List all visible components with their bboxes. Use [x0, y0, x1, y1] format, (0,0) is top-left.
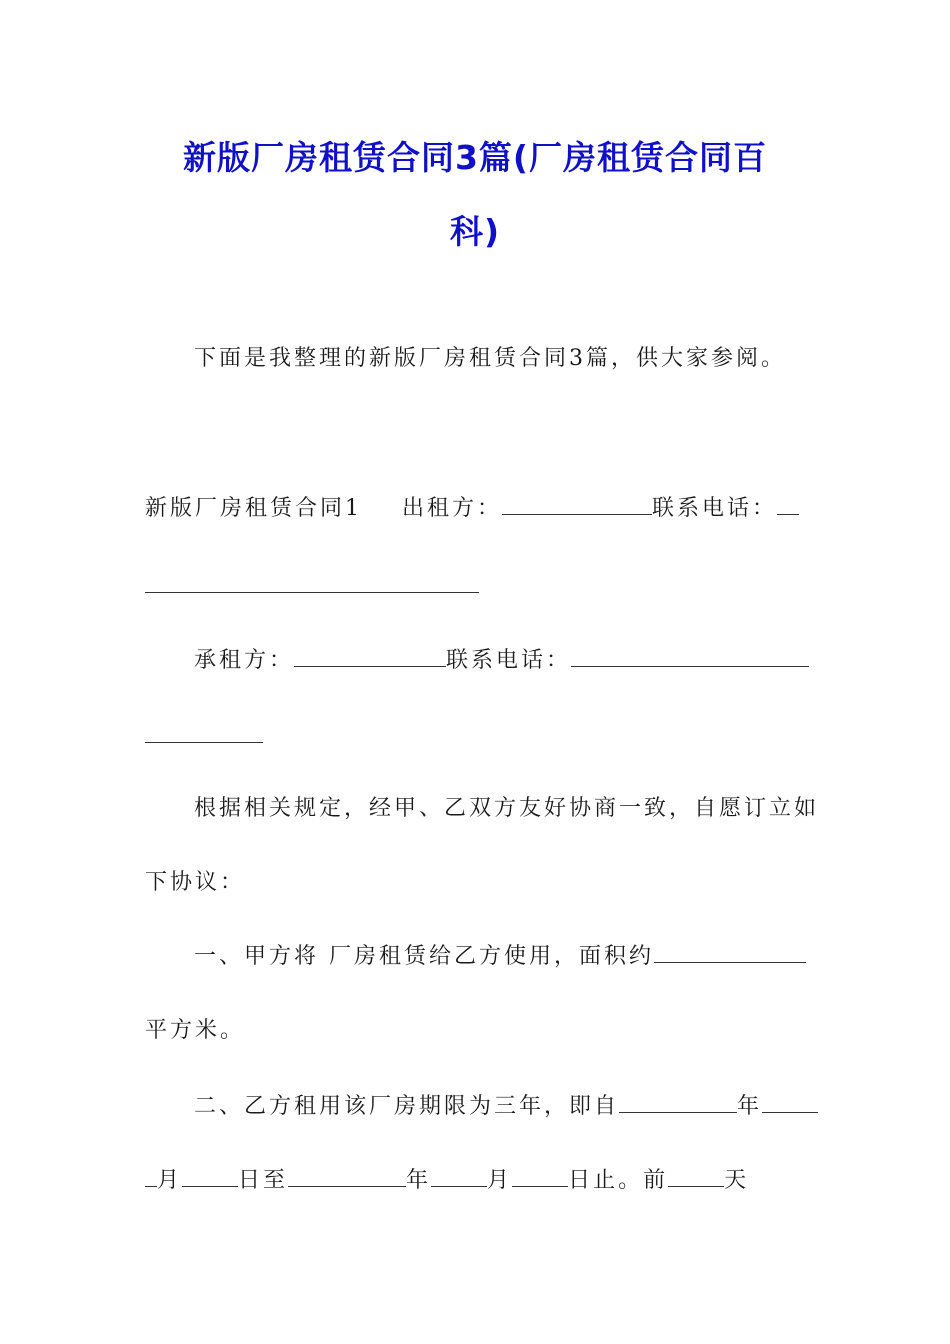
days-blank	[668, 1168, 724, 1187]
clause-1-text: 一、甲方将 厂房租赁给乙方使用，面积约	[194, 944, 654, 969]
lessee-line	[194, 646, 809, 676]
clause-2-line-2	[145, 1166, 749, 1196]
end-year-label: 年	[406, 1168, 432, 1193]
lessee-phone-continuation	[145, 722, 263, 752]
lessee-phone-label: 联系电话：	[446, 648, 572, 673]
lessee-phone-blank-start	[571, 648, 809, 667]
clause-2-line-1	[194, 1092, 818, 1122]
lessor-blank	[502, 496, 652, 515]
start-year-label: 年	[737, 1094, 763, 1119]
area-blank	[654, 944, 806, 963]
lessor-phone-blank-start	[777, 496, 799, 515]
lessor-phone-blank-end	[145, 574, 479, 593]
document-title-line-2: 科)	[449, 212, 501, 251]
lessee-phone-blank-end	[145, 724, 263, 743]
clause-1-line-2: 平方米。	[145, 1018, 246, 1043]
end-day-label: 日止。前	[568, 1168, 669, 1193]
end-month-label: 月	[487, 1168, 513, 1193]
start-month-blank-start	[762, 1094, 818, 1113]
clause-1-line-1	[194, 942, 806, 972]
lessee-label: 承租方：	[194, 648, 295, 673]
start-day-label: 日至	[238, 1168, 289, 1193]
lessee-blank	[294, 648, 446, 667]
lessor-label: 出租方：	[402, 496, 503, 521]
start-month-blank-end	[145, 1168, 157, 1187]
contract-heading: 新版厂房租赁合同1	[145, 496, 362, 521]
start-day-blank	[182, 1168, 238, 1187]
document-title-line-1: 新版厂房租赁合同3篇(厂房租赁合同百	[182, 138, 768, 177]
basis-paragraph-line-1: 根据相关规定，经甲、乙双方友好协商一致，自愿订立如	[194, 796, 820, 821]
end-year-blank	[288, 1168, 406, 1187]
start-year-blank	[619, 1094, 737, 1113]
clause-2-prefix: 二、乙方租用该厂房期限为三年，即自	[194, 1094, 620, 1119]
basis-paragraph-line-2: 下协议：	[145, 870, 246, 895]
intro-paragraph: 下面是我整理的新版厂房租赁合同3篇，供大家参阅。	[194, 346, 786, 371]
contract-heading-line	[145, 494, 799, 524]
end-month-blank	[431, 1168, 487, 1187]
days-label: 天	[724, 1168, 750, 1193]
start-month-label: 月	[157, 1168, 183, 1193]
lessor-phone-continuation	[145, 572, 479, 602]
end-day-blank	[512, 1168, 568, 1187]
lessor-phone-label: 联系电话：	[652, 496, 778, 521]
